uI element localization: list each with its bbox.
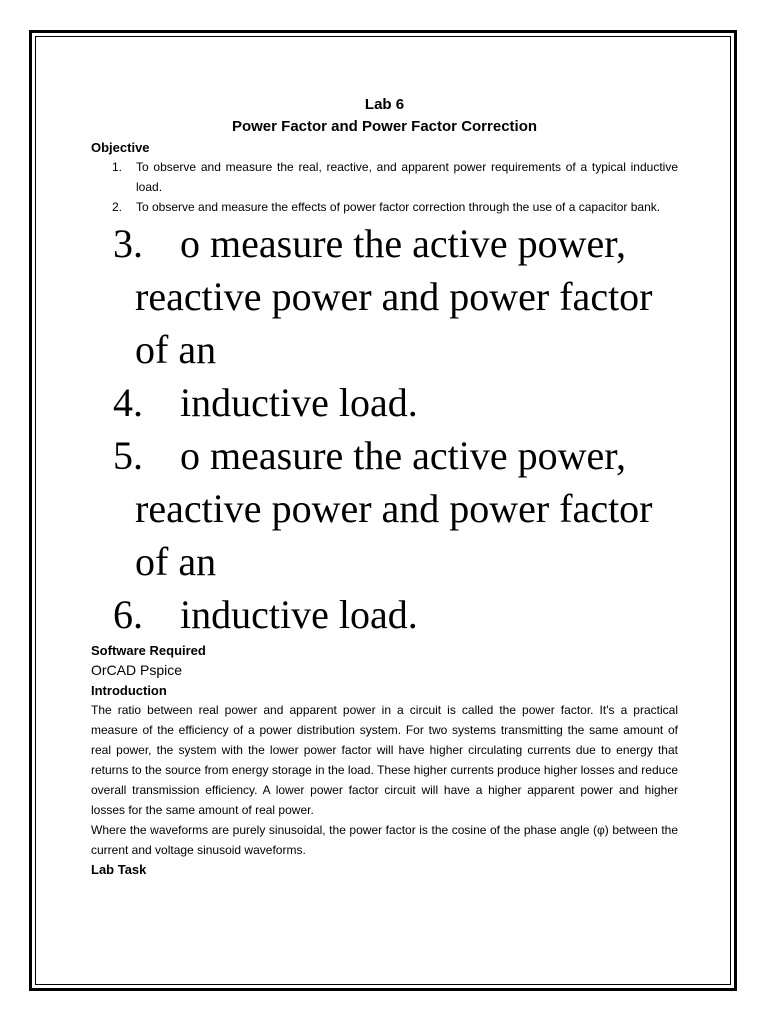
large-list-line: inductive load. (180, 592, 418, 637)
objective-item (91, 197, 678, 217)
large-list-number: 5. (113, 433, 143, 478)
lab-title: Lab 6 (364, 96, 405, 113)
document-content (91, 94, 678, 879)
large-list-item (91, 217, 678, 376)
introduction-paragraph: The ratio between real power and apparent power in a circuit is called the power factor. It's a practical measure of the efficiency of a power distribution system. For two systems transmitting the same amount of real power, the system with the lower power factor will have higher circulating currents due to energy that returns to the source from energy storage in the load. These higher currents produce higher losses and reduce overall transmission efficiency. A lower power factor circuit will have a higher apparent power and higher losses for the same amount of real power. (91, 703, 678, 817)
large-objective-list (91, 217, 678, 641)
large-list-number: 4. (113, 380, 143, 425)
large-list-line: o measure the active (180, 433, 508, 478)
objective-number: 2. (112, 200, 123, 214)
objective-number: 1. (112, 160, 123, 174)
large-list-number: 6. (113, 592, 143, 637)
large-list-item (91, 376, 678, 429)
large-list-item (91, 588, 678, 641)
large-list-line: o measure the active (180, 221, 508, 266)
software-value: OrCAD Pspice (91, 662, 183, 678)
software-heading: Software Required (91, 643, 206, 658)
objective-heading: Objective (91, 140, 150, 155)
introduction-paragraph: Where the waveforms are purely sinusoidal, the power factor is the cosine of the phase angle (φ) between the current and voltage sinusoid waveforms. (91, 823, 678, 857)
objective-list (91, 157, 678, 217)
large-list-line: inductive load. (180, 380, 418, 425)
objective-text: To observe and measure the effects of power factor correction through the use of a capacitor bank. (136, 200, 661, 214)
introduction-heading: Introduction (91, 683, 167, 698)
large-list-item (91, 429, 678, 588)
introduction-body (91, 700, 678, 860)
objective-item (91, 157, 678, 197)
lab-subtitle: Power Factor and Power Factor Correction (231, 118, 538, 135)
lab-task-heading: Lab Task (91, 862, 147, 877)
large-list-number: 3. (113, 221, 143, 266)
large-list-continuation: power, reactive power and power factor of an (135, 433, 653, 584)
objective-text: To observe and measure the real, reactive, and apparent power requirements of a typical inductive load. (136, 160, 678, 194)
large-list-continuation: power, reactive power and power factor of an (135, 221, 653, 372)
